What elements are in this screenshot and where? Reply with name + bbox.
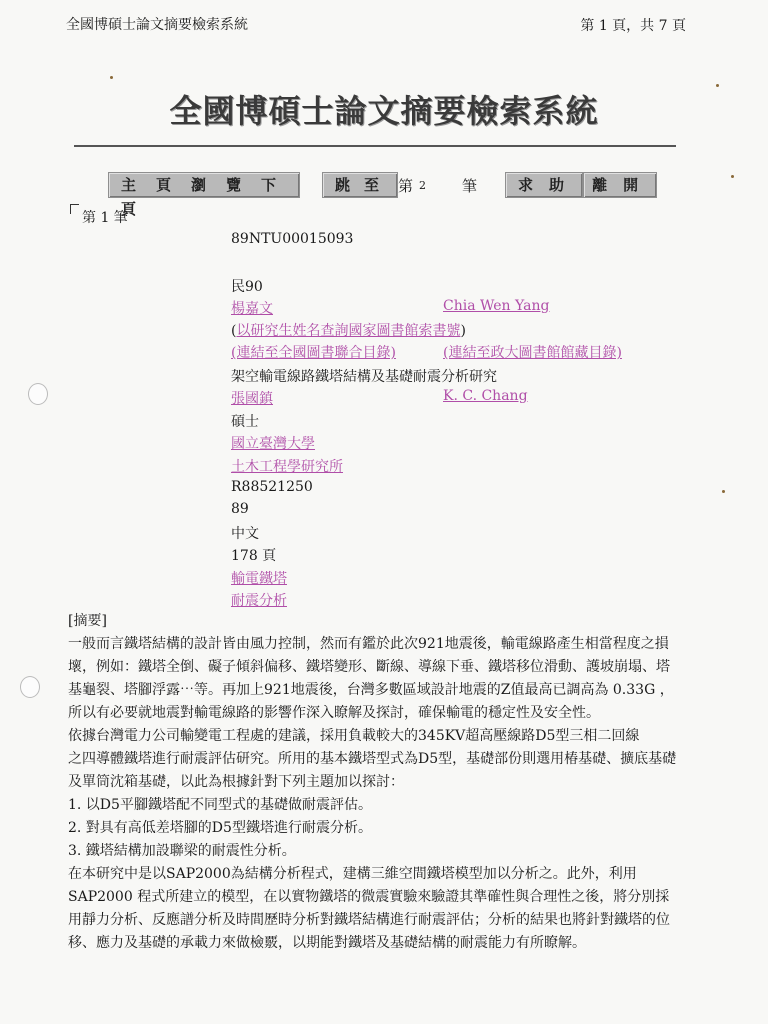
year-value: 民90	[231, 279, 263, 295]
keyword-link[interactable]: 輸電鐵塔	[231, 571, 287, 587]
advisor-name-link[interactable]: 張國鎮	[231, 391, 273, 407]
abstract-paragraph: 一般而言鐵塔結構的設計皆由風力控制，然而有鑑於此次921地震後，輸電線路產生相當程度之損壞，例如：鐵塔全倒、礙子傾斜偏移、鐵塔變形、斷線、導線下垂、鐵塔移位滑動、護坡崩塌、塔基龜裂、塔腳浮露⋯等。再加上921地震後，台灣多數區域設計地震的Z值最高已調高為 0.33G ，所以有必要就地震對輸電線路的影響作深入瞭解及探討，確保輸電的穩定性及安全性。	[68, 636, 674, 721]
school-link[interactable]: 國立臺灣大學	[231, 436, 315, 452]
corner-mark	[70, 204, 79, 214]
jump-button[interactable]: 跳至	[322, 172, 398, 198]
abstract-list-item: 1. 以D5平腳鐵塔配不同型式的基礎做耐震評估。	[68, 797, 372, 813]
help-button[interactable]: 求助	[505, 172, 583, 198]
search-call-number-text[interactable]: 以研究生姓名查詢國家圖書館索書號	[236, 323, 461, 339]
thesis-title-value: 架空輸電線路鐵塔結構及基礎耐震分析研究	[231, 369, 497, 385]
page-indicator: 第 1 頁，共 7 頁	[580, 18, 686, 34]
student-name-link[interactable]: 楊嘉文	[231, 301, 273, 317]
keyword-link[interactable]: 耐震分析	[231, 593, 287, 609]
site-title: 全國博碩士論文摘要檢索系統	[169, 92, 599, 130]
academic-year-value: 89	[231, 501, 249, 517]
search-call-number-link[interactable]: (以研究生姓名查詢國家圖書館索書號)	[231, 323, 466, 339]
title-divider	[74, 145, 676, 147]
scan-speck	[716, 84, 719, 87]
jump-input[interactable]: 2	[419, 178, 427, 192]
binder-hole	[20, 676, 40, 698]
binder-hole	[28, 383, 48, 405]
scan-speck	[731, 175, 734, 178]
language-value: 中文	[231, 526, 259, 542]
nccu-catalog-link[interactable]: (連結至政大圖書館館藏目錄)	[443, 345, 622, 361]
scan-speck	[110, 76, 113, 79]
abstract	[68, 610, 682, 955]
leave-button[interactable]: 離開	[583, 172, 657, 198]
union-catalog-link[interactable]: (連結至全國圖書聯合目錄)	[231, 345, 396, 361]
abstract-list-item: 2. 對具有高低差塔腳的D5型鐵塔進行耐震分析。	[68, 820, 372, 836]
pages-value: 178 頁	[231, 548, 277, 564]
system-name-header: 全國博碩士論文摘要檢索系統	[66, 17, 248, 33]
scan-speck	[722, 490, 725, 493]
browse-next-button[interactable]: 主頁瀏覽下頁	[108, 172, 300, 198]
student-english-name-link[interactable]: Chia Wen Yang	[443, 298, 550, 314]
abstract-list-item: 3. 鐵塔結構加設聯梁的耐震性分析。	[68, 843, 296, 859]
abstract-paragraph: 之四導體鐵塔進行耐震評估研究。所用的基本鐵塔型式為D5型，基礎部份則選用椿基礎、擴底基礎及單筒沈箱基礎，以此為根據針對下列主題加以探討：	[68, 751, 677, 790]
abstract-paragraph: 在本研究中是以SAP2000為結構分析程式，建構三維空間鐵塔模型加以分析之。此外，利用 SAP2000 程式所建立的模型，在以實物鐵塔的微震實驗來驗證其準確性與合理性之後，將分別採用靜力分析、反應譜分析及時間歷時分析對鐵塔結構進行耐震評估；分析的結果也將針對鐵塔的位移、應力及基礎的承載力來做檢覈，以期能對鐵塔及基礎結構的耐震能力有所瞭解。	[68, 866, 670, 951]
system-id-value: 89NTU00015093	[231, 231, 354, 247]
nav-bar	[108, 171, 657, 218]
student-id-value: R88521250	[231, 479, 313, 495]
degree-value: 碩士	[231, 414, 259, 430]
abstract-heading: [摘要]	[68, 613, 107, 629]
record-number: 第 1 筆	[82, 210, 128, 226]
advisor-english-name-link[interactable]: K. C. Chang	[443, 388, 528, 404]
abstract-paragraph: 依據台灣電力公司輸變電工程處的建議，採用負載較大的345KV超高壓線路D5型三相二回線	[68, 728, 640, 744]
department-link[interactable]: 土木工程學研究所	[231, 459, 343, 475]
jump-prefix: 第	[398, 176, 414, 195]
jump-suffix: 筆	[462, 176, 478, 195]
